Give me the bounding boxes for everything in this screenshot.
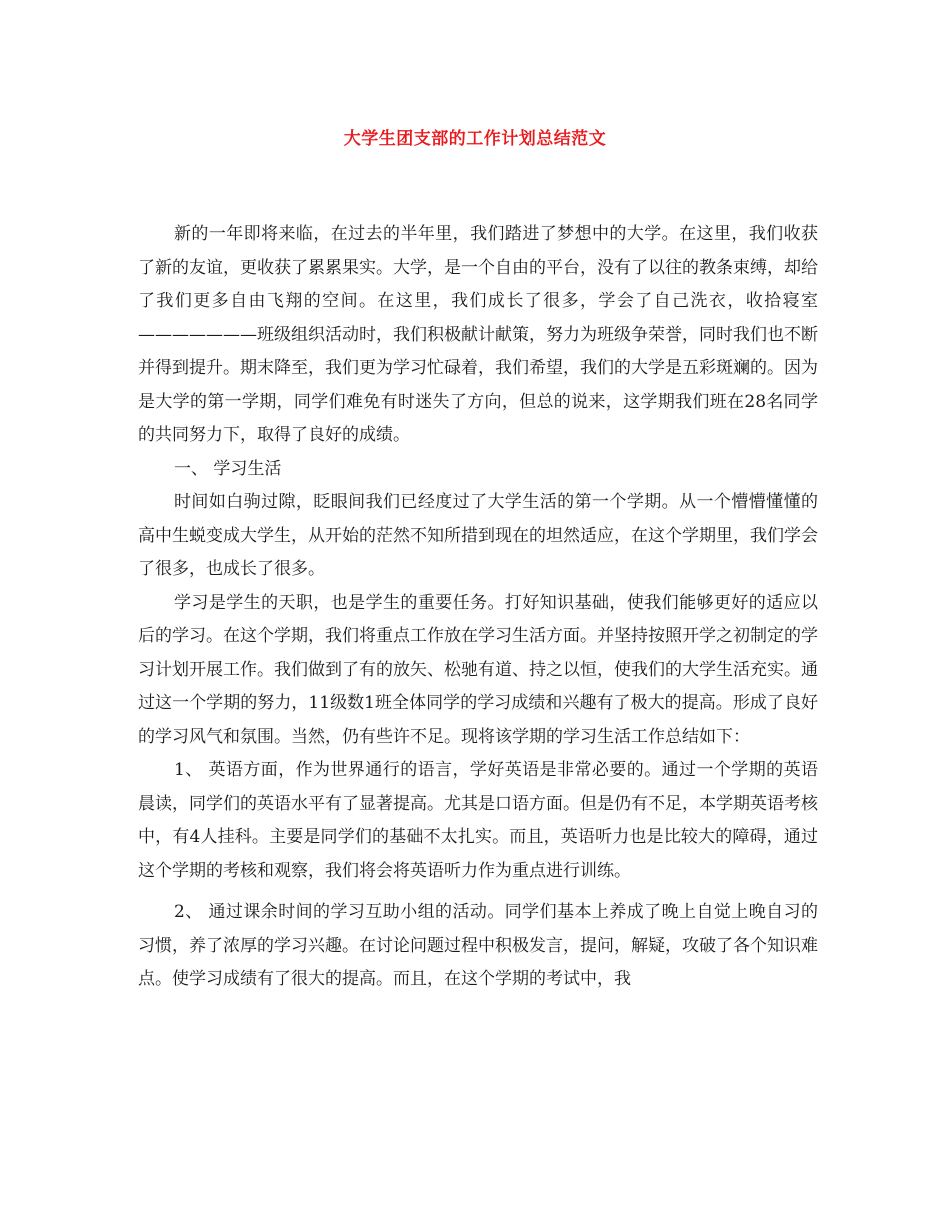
paragraph-study-group: 2、 通过课余时间的学习互助小组的活动。同学们基本上养成了晚上自觉上晚自习的习惯，养了浓厚的学习兴趣。在讨论问题过程中积极发言，提问，解疑，攻破了各个知识难点。使学习成绩有了很大的提高。而且，在这个学期的考试中，我 [138, 902, 818, 989]
paragraph-study-duty: 学习是学生的天职，也是学生的重要任务。打好知识基础，使我们能够更好的适应以后的学习。在这个学期，我们将重点工作放在学习生活方面。并坚持按照开学之初制定的学习计划开展工作。我们做到了有的放矢、松驰有道、持之以恒，使我们的大学生活充实。通过这一个学期的努力，11级数1班全体同学的学习成绩和兴趣有了极大的提高。形成了良好的学习风气和氛围。当然，仍有些许不足。现将该学期的学习生活工作总结如下： [138, 592, 818, 747]
paragraph-spacer [138, 888, 818, 896]
paragraph-time: 时间如白驹过隙，眨眼间我们已经度过了大学生活的第一个学期。从一个懵懵懂懂的高中生蜕变成大学生，从开始的茫然不知所措到现在的坦然适应，在这个学期里，我们学会了很多，也成长了很多。 [138, 492, 818, 579]
paragraph-intro: 新的一年即将来临，在过去的半年里，我们踏进了梦想中的大学。在这里，我们收获了新的友谊，更收获了累累果实。大学，是一个自由的平台，没有了以往的教条束缚，却给了我们更多自由飞翔的空间。在这里，我们成长了很多，学会了自己洗衣，收拾寝室———————班级组织活动时，我们积极献计献策，努力为班级争荣誉，同时我们也不断并得到提升。期末降至，我们更为学习忙碌着，我们希望，我们的大学是五彩斑斓的。因为是大学的第一学期，同学们难免有时迷失了方向，但总的说来，这学期我们班在28名同学的共同努力下，取得了良好的成绩。 [138, 224, 818, 445]
document-title: 大学生团支部的工作计划总结范文 [343, 129, 607, 149]
document-body [138, 218, 818, 997]
paragraph-english: 1、 英语方面，作为世界通行的语言，学好英语是非常必要的。通过一个学期的英语晨读，同学们的英语水平有了显著提高。尤其是口语方面。但是仍有不足，本学期英语考核中，有4人挂科。主要是同学们的基础不太扎实。而且，英语听力也是比较大的障碍，通过这个学期的考核和观察，我们将会将英语听力作为重点进行训练。 [138, 760, 818, 881]
section-heading-study-life: 一、 学习生活 [174, 458, 282, 479]
